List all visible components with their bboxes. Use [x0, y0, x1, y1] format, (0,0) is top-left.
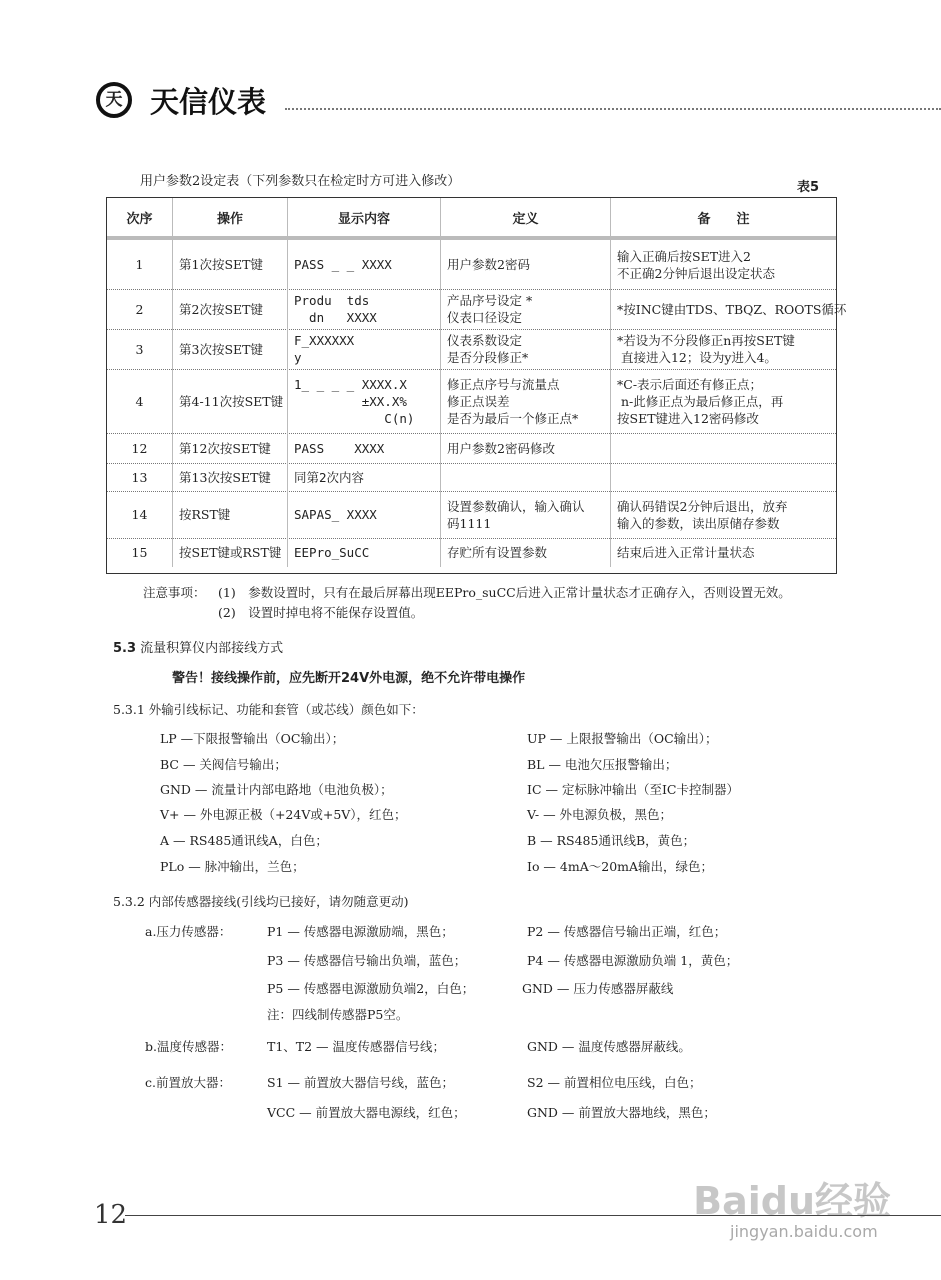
display-cell — [288, 329, 441, 369]
wire-item: S2 — 前置相位电压线，白色； — [527, 1075, 702, 1090]
display-line: 同第2次内容 — [294, 469, 365, 485]
note-line: *C-表示后面还有修正点； — [617, 376, 763, 392]
operation: 第4-11次按SET键 — [173, 369, 288, 433]
note-line: *若设为不分段修正n再按SET键 — [617, 333, 795, 348]
def-line: 设置参数确认，输入确认 — [447, 498, 585, 514]
note-line: 按SET键进入12密码修改 — [617, 410, 759, 426]
wire-item: V- — 外电源负极，黑色； — [527, 807, 673, 822]
def-line: 产品序号设定 * — [447, 293, 533, 308]
page-number: 12 — [94, 1200, 128, 1230]
note-line: n-此修正点为最后修正点，再 — [617, 393, 784, 409]
parameter-table — [106, 197, 847, 574]
wire-item: P1 — 传感器电源激励端，黑色； — [267, 924, 454, 939]
def-cell — [441, 491, 611, 538]
def-line: 仪表口径设定 — [447, 310, 523, 325]
display-line: Produ tds — [294, 293, 370, 308]
table-row — [107, 289, 847, 330]
display-line: EEPro_SuCC — [294, 545, 370, 560]
wire-item: P2 — 传感器信号输出正端，红色； — [527, 924, 727, 939]
row-number: 15 — [107, 538, 173, 567]
wire-item: BC — 关阀信号输出； — [160, 757, 287, 772]
def-line: 存贮所有设置参数 — [447, 545, 548, 560]
wire-item: BL — 电池欠压报警输出； — [527, 757, 678, 772]
display-cell — [288, 463, 441, 491]
def-cell — [441, 538, 611, 567]
table-number: 表5 — [797, 180, 820, 195]
display-line: ±XX.X% — [294, 393, 407, 409]
wire-item: P5 — 传感器电源激励负端2，白色； — [267, 981, 475, 996]
column-header: 备 注 — [697, 211, 750, 227]
header-divider — [285, 108, 941, 110]
row-number: 1 — [107, 240, 173, 289]
operation: 按RST键 — [173, 491, 288, 538]
sensor-label: a.压力传感器： — [145, 924, 232, 939]
brand-name: 天信仪表 — [150, 85, 267, 119]
operation: 第13次按SET键 — [173, 463, 288, 491]
display-line: PASS XXXX — [294, 440, 385, 456]
table-row — [107, 463, 836, 492]
row-number: 4 — [107, 369, 173, 433]
operation: 第3次按SET键 — [173, 329, 288, 369]
wire-item: GND — 温度传感器屏蔽线。 — [527, 1039, 691, 1054]
wire-item: GND — 前置放大器地线，黑色； — [527, 1105, 716, 1120]
wire-item: P4 — 传感器电源激励负端 1，黄色； — [527, 953, 739, 968]
baidu-watermark: Baidu经验 — [693, 1179, 891, 1223]
wire-item: Io — 4mA～20mA输出，绿色； — [527, 859, 714, 874]
note-cell — [611, 433, 836, 463]
def-line: 是否分段修正* — [447, 350, 529, 365]
def-line: 用户参数2密码 — [447, 257, 530, 272]
column-header: 操作 — [173, 198, 288, 236]
brand-logo-icon: 天 — [96, 82, 132, 118]
row-number: 14 — [107, 491, 173, 538]
display-cell — [288, 491, 441, 538]
notes-label: 注意事项： — [143, 585, 206, 600]
wire-item: P3 — 传感器信号输出负端，蓝色； — [267, 953, 467, 968]
note-item: (1) 参数设置时，只有在最后屏幕出现EEPro_suCC后进入正常计量状态才正确存入，否则设置无效。 — [218, 585, 791, 600]
column-header: 次序 — [107, 198, 173, 236]
section-title: 流量积算仪内部接线方式 — [140, 641, 284, 656]
row-number: 12 — [107, 433, 173, 463]
operation: 第12次按SET键 — [173, 433, 288, 463]
def-line: 是否为最后一个修正点* — [447, 410, 579, 426]
note-cell — [611, 369, 836, 433]
def-line: 仪表系数设定 — [447, 333, 523, 348]
display-line: y — [294, 350, 302, 365]
display-cell — [288, 433, 441, 463]
display-cell — [288, 289, 441, 329]
display-cell — [288, 240, 441, 289]
wire-item: S1 — 前置放大器信号线，蓝色； — [267, 1075, 454, 1090]
table-row — [107, 433, 836, 464]
row-number: 2 — [107, 289, 173, 329]
def-line: 修正点序号与流量点 — [447, 376, 560, 392]
display-line: 1_ _ _ _ XXXX.X — [294, 376, 407, 392]
wire-item: T1、T2 — 温度传感器信号线； — [267, 1039, 446, 1054]
def-cell — [441, 369, 611, 433]
column-header: 显示内容 — [288, 198, 441, 236]
note-line: 结束后进入正常计量状态 — [617, 545, 755, 560]
wire-item: GND — 流量计内部电路地（电池负极）； — [160, 782, 393, 797]
operation: 按SET键或RST键 — [173, 538, 288, 567]
row-number: 3 — [107, 329, 173, 369]
note-line: 不正确2分钟后退出设定状态 — [617, 265, 775, 281]
note-cell — [611, 463, 836, 491]
wire-item: UP — 上限报警输出（OC输出）； — [527, 731, 718, 746]
note-line: 输入正确后按SET进入2 — [617, 248, 751, 264]
wire-item: V+ — 外电源正极（+24V或+5V），红色； — [160, 807, 407, 822]
def-cell — [441, 289, 611, 329]
operation: 第2次按SET键 — [173, 289, 288, 329]
table-row — [107, 329, 836, 370]
wire-item: IC — 定标脉冲输出（至IC卡控制器） — [527, 782, 739, 797]
column-header: 定义 — [441, 198, 611, 236]
table-row — [107, 240, 836, 290]
table-row — [107, 491, 836, 539]
note-cell — [611, 329, 836, 369]
watermark-url: jingyan.baidu.com — [730, 1222, 878, 1241]
table-row — [107, 369, 836, 434]
note-line: *按INC键由TDS、TBQZ、ROOTS循环 — [617, 301, 847, 317]
note-line: 直接进入12；设为y进入4。 — [617, 350, 777, 365]
wire-item: LP —下限报警输出（OC输出）； — [160, 731, 345, 746]
wire-item: 注：四线制传感器P5空。 — [267, 1007, 409, 1022]
note-cell — [611, 491, 836, 538]
operation: 第1次按SET键 — [173, 240, 288, 289]
note-cell — [611, 240, 836, 289]
def-cell — [441, 329, 611, 369]
sensor-label: c.前置放大器： — [145, 1075, 231, 1090]
note-line: 输入的参数，读出原储存参数 — [617, 515, 780, 531]
wire-item: GND — 压力传感器屏蔽线 — [522, 981, 674, 996]
wire-item: VCC — 前置放大器电源线，红色； — [267, 1105, 466, 1120]
footer-divider — [125, 1215, 941, 1216]
note-line: 确认码错误2分钟后退出，放弃 — [617, 498, 788, 514]
warning-text: 警告！接线操作前，应先断开24V外电源，绝不允许带电操作 — [172, 671, 526, 686]
def-cell — [441, 463, 611, 491]
table-row — [107, 538, 836, 567]
def-line: 修正点误差 — [447, 393, 510, 409]
note-item: (2) 设置时掉电将不能保存设置值。 — [218, 605, 424, 620]
sensor-label: b.温度传感器： — [145, 1039, 232, 1054]
row-number: 13 — [107, 463, 173, 491]
note-cell — [611, 538, 836, 567]
def-line: 码1111 — [447, 515, 492, 531]
display-line: F_XXXXXX — [294, 333, 355, 348]
subsection-title: 5.3.2 内部传感器接线(引线均已接好，请勿随意更动) — [113, 894, 409, 909]
display-line: C(n) — [294, 410, 415, 426]
note-cell — [611, 289, 847, 329]
def-line: 用户参数2密码修改 — [447, 440, 555, 456]
table-caption: 用户参数2设定表（下列参数只在检定时方可进入修改） — [140, 174, 461, 189]
wire-item: PLo — 脉冲输出，兰色； — [160, 859, 305, 874]
display-line: dn XXXX — [294, 310, 377, 325]
display-line: SAPAS_ XXXX — [294, 507, 377, 522]
def-cell — [441, 433, 611, 463]
table-header-row — [107, 198, 836, 240]
wire-item: A — RS485通讯线A，白色； — [160, 833, 328, 848]
wire-item: B — RS485通讯线B，黄色； — [527, 833, 696, 848]
display-line: PASS _ _ XXXX — [294, 257, 392, 272]
display-cell — [288, 538, 441, 567]
subsection-title: 5.3.1 外输引线标记、功能和套管（或芯线）颜色如下： — [113, 702, 424, 717]
def-cell — [441, 240, 611, 289]
section-number: 5.3 — [113, 641, 137, 656]
display-cell — [288, 369, 441, 433]
